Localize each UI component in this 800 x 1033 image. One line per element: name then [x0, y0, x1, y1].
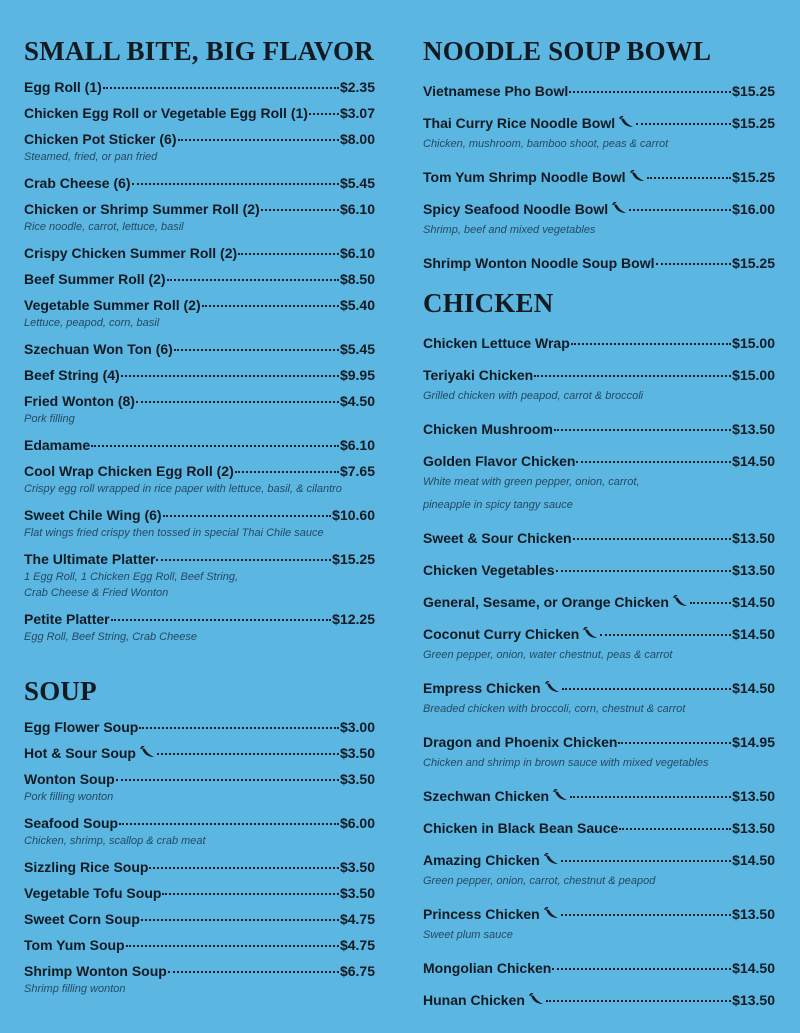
- menu-item-row: [24, 770, 375, 788]
- dot-leader: [261, 209, 339, 211]
- item-description-line2: pineapple in spicy tangy sauce: [423, 499, 573, 511]
- item-price: $13.50: [732, 421, 775, 437]
- menu-item: [423, 593, 775, 625]
- dot-leader: [174, 349, 339, 351]
- item-description: Green pepper, onion, water chestnut, peas & carrot: [423, 649, 673, 661]
- menu-item-row: [423, 82, 775, 100]
- item-description: Rice noodle, carrot, lettuce, basil: [24, 221, 184, 233]
- dot-leader: [167, 279, 339, 281]
- item-description: Flat wings fried crispy then tossed in special Thai Chile sauce: [24, 527, 324, 539]
- menu-item: [24, 200, 375, 244]
- menu-item: [423, 200, 775, 254]
- item-price: $14.50: [732, 852, 775, 868]
- menu-item-row: [24, 884, 375, 902]
- dot-leader: [576, 461, 731, 463]
- item-name: Teriyaki Chicken: [423, 367, 534, 383]
- item-price: $5.45: [339, 341, 375, 357]
- item-name: Vegetable Summer Roll (2): [24, 297, 201, 313]
- item-price: $6.10: [339, 437, 375, 453]
- item-price: $12.25: [332, 611, 375, 627]
- menu-item-list: [24, 718, 375, 1006]
- menu-item-row: [24, 104, 375, 122]
- dot-leader: [103, 87, 339, 89]
- item-price: $14.95: [732, 734, 775, 750]
- dot-leader: [162, 893, 339, 895]
- menu-item-row: [24, 78, 375, 96]
- item-name: Chicken Pot Sticker (6): [24, 131, 177, 147]
- section-heading: SMALL BITE, BIG FLAVOR: [24, 36, 374, 66]
- menu-item: [24, 910, 375, 936]
- menu-item-row: [24, 270, 375, 288]
- menu-item: [24, 392, 375, 436]
- menu-item-row: [423, 529, 775, 547]
- item-price: $6.00: [339, 815, 375, 831]
- menu-item: [24, 884, 375, 910]
- item-price: $14.50: [732, 453, 775, 469]
- menu-item-row: [423, 733, 775, 751]
- dot-leader: [552, 968, 731, 970]
- menu-item: [423, 114, 775, 168]
- menu-item: [423, 82, 775, 114]
- item-name: Egg Roll (1): [24, 79, 102, 95]
- item-name: Spicy Seafood Noodle Bowl: [423, 201, 609, 217]
- item-price: $4.75: [339, 911, 375, 927]
- item-name: Chicken Lettuce Wrap: [423, 335, 570, 351]
- item-description: Green pepper, onion, carrot, chestnut & peapod: [423, 875, 656, 887]
- item-name: Chicken in Black Bean Sauce: [423, 820, 619, 836]
- item-price: $15.25: [732, 115, 775, 131]
- chili-pepper-icon: [544, 907, 560, 919]
- item-name: Golden Flavor Chicken: [423, 453, 576, 469]
- item-name: Cool Wrap Chicken Egg Roll (2): [24, 463, 234, 479]
- dot-leader: [157, 753, 339, 755]
- menu-item: [423, 787, 775, 819]
- item-name: Egg Flower Soup: [24, 719, 139, 735]
- dot-leader: [571, 343, 731, 345]
- dot-leader: [156, 559, 331, 561]
- item-description: Sweet plum sauce: [423, 929, 513, 941]
- dot-leader: [556, 570, 732, 572]
- menu-item-row: [24, 936, 375, 954]
- item-description: Pork filling wonton: [24, 791, 114, 803]
- dot-leader: [534, 375, 731, 377]
- item-description: Lettuce, peapod, corn, basil: [24, 317, 160, 329]
- chili-pepper-icon: [140, 746, 156, 758]
- item-price: $13.50: [732, 562, 775, 578]
- item-price: $2.35: [339, 79, 375, 95]
- dot-leader: [573, 538, 732, 540]
- section-chicken: [423, 290, 775, 1023]
- menu-item-list: [423, 334, 775, 1023]
- item-name: Amazing Chicken: [423, 852, 540, 868]
- menu-item-row: [24, 610, 375, 628]
- item-name: Szechwan Chicken: [423, 788, 550, 804]
- item-description: Shrimp, beef and mixed vegetables: [423, 224, 596, 236]
- dot-leader: [561, 914, 731, 916]
- item-price: $13.50: [732, 530, 775, 546]
- menu-item-row: [423, 254, 775, 272]
- item-description: Shrimp filling wonton: [24, 983, 126, 995]
- dot-leader: [238, 253, 339, 255]
- menu-item: [24, 744, 375, 770]
- menu-item-row: [24, 436, 375, 454]
- item-name: Petite Platter: [24, 611, 110, 627]
- item-description: Chicken and shrimp in brown sauce with mixed vegetables: [423, 757, 709, 769]
- dot-leader: [600, 634, 731, 636]
- item-price: $14.50: [732, 594, 775, 610]
- menu-item: [24, 174, 375, 200]
- menu-item: [24, 366, 375, 392]
- item-name: Sweet Chile Wing (6): [24, 507, 162, 523]
- item-price: $3.00: [339, 719, 375, 735]
- menu-item: [24, 340, 375, 366]
- menu-item-row: [24, 550, 375, 568]
- item-price: $6.10: [339, 201, 375, 217]
- item-name: Chicken Mushroom: [423, 421, 553, 437]
- dot-leader: [618, 742, 731, 744]
- menu-item: [24, 936, 375, 962]
- menu-item: [423, 366, 775, 420]
- dot-leader: [91, 445, 339, 447]
- dot-leader: [690, 602, 731, 604]
- dot-leader: [629, 209, 731, 211]
- item-price: $8.50: [339, 271, 375, 287]
- menu-item-row: [423, 819, 775, 837]
- chili-pepper-icon: [529, 993, 545, 1005]
- menu-item: [24, 462, 375, 506]
- dot-leader: [569, 91, 731, 93]
- item-price: $6.75: [339, 963, 375, 979]
- item-price: $15.25: [732, 83, 775, 99]
- menu-item-list: [423, 82, 775, 286]
- item-price: $13.50: [732, 906, 775, 922]
- item-name: Fried Wonton (8): [24, 393, 135, 409]
- menu-item: [24, 718, 375, 744]
- menu-item: [24, 436, 375, 462]
- menu-item: [24, 814, 375, 858]
- dot-leader: [111, 619, 332, 621]
- menu-item-row: [423, 366, 775, 384]
- item-price: $15.00: [732, 367, 775, 383]
- item-price: $3.50: [339, 859, 375, 875]
- menu-item: [423, 254, 775, 286]
- item-price: $15.25: [732, 255, 775, 271]
- menu-item-list: [24, 78, 375, 654]
- menu-item: [423, 168, 775, 200]
- dot-leader: [554, 429, 731, 431]
- menu-item-row: [423, 959, 775, 977]
- chili-pepper-icon: [673, 595, 689, 607]
- menu-item-row: [423, 200, 775, 218]
- menu-item: [423, 561, 775, 593]
- item-name: Hot & Sour Soup: [24, 745, 136, 761]
- item-name: Dragon and Phoenix Chicken: [423, 734, 618, 750]
- dot-leader: [126, 945, 339, 947]
- menu-item-row: [423, 561, 775, 579]
- menu-item-row: [24, 744, 375, 762]
- menu-item-row: [423, 787, 775, 805]
- menu-item-row: [24, 174, 375, 192]
- dot-leader: [178, 139, 339, 141]
- item-name: Vegetable Tofu Soup: [24, 885, 162, 901]
- menu-item: [24, 296, 375, 340]
- item-price: $13.50: [732, 992, 775, 1008]
- section-heading: SOUP: [24, 676, 97, 706]
- menu-item-row: [24, 462, 375, 480]
- menu-item-row: [423, 625, 775, 643]
- item-name: General, Sesame, or Orange Chicken: [423, 594, 669, 610]
- chili-pepper-icon: [619, 116, 635, 128]
- item-name: Seafood Soup: [24, 815, 119, 831]
- dot-leader: [619, 828, 731, 830]
- item-name: Crispy Chicken Summer Roll (2): [24, 245, 238, 261]
- item-price: $14.50: [732, 960, 775, 976]
- dot-leader: [116, 779, 339, 781]
- item-price: $3.50: [339, 745, 375, 761]
- item-price: $5.45: [339, 175, 375, 191]
- item-name: Empress Chicken: [423, 680, 541, 696]
- menu-item-row: [24, 366, 375, 384]
- item-name: Vietnamese Pho Bowl: [423, 83, 569, 99]
- menu-item: [24, 506, 375, 550]
- menu-item-row: [423, 420, 775, 438]
- item-price: $9.95: [339, 367, 375, 383]
- menu-item: [423, 420, 775, 452]
- menu-item-row: [24, 296, 375, 314]
- menu-item: [24, 550, 375, 610]
- item-name: Sweet Corn Soup: [24, 911, 140, 927]
- menu-item-row: [24, 244, 375, 262]
- item-name: Szechuan Won Ton (6): [24, 341, 173, 357]
- item-price: $4.75: [339, 937, 375, 953]
- menu-item: [423, 905, 775, 959]
- dot-leader: [149, 867, 338, 869]
- item-price: $14.50: [732, 680, 775, 696]
- dot-leader: [570, 796, 731, 798]
- menu-item: [24, 858, 375, 884]
- menu-item: [24, 244, 375, 270]
- item-name: Tom Yum Soup: [24, 937, 125, 953]
- item-name: Beef String (4): [24, 367, 120, 383]
- item-name: Princess Chicken: [423, 906, 540, 922]
- menu-item-row: [423, 593, 775, 611]
- menu-item-row: [423, 991, 775, 1009]
- menu-item-row: [24, 910, 375, 928]
- menu-item-row: [24, 962, 375, 980]
- menu-item-row: [24, 200, 375, 218]
- item-name: Hunan Chicken: [423, 992, 525, 1008]
- item-description: Crispy egg roll wrapped in rice paper with lettuce, basil, & cilantro: [24, 483, 342, 495]
- menu-item: [24, 104, 375, 130]
- item-description: White meat with green pepper, onion, carrot,: [423, 476, 640, 488]
- dot-leader: [647, 177, 732, 179]
- dot-leader: [141, 919, 339, 921]
- chili-pepper-icon: [612, 202, 628, 214]
- menu-item-row: [423, 679, 775, 697]
- dot-leader: [121, 375, 339, 377]
- dot-leader: [309, 113, 339, 115]
- item-name: Sweet & Sour Chicken: [423, 530, 572, 546]
- item-price: $3.50: [339, 771, 375, 787]
- item-price: $13.50: [732, 820, 775, 836]
- menu-item-row: [24, 392, 375, 410]
- item-price: $15.25: [332, 551, 375, 567]
- item-description: Chicken, shrimp, scallop & crab meat: [24, 835, 206, 847]
- item-name: Tom Yum Shrimp Noodle Bowl: [423, 169, 626, 185]
- dot-leader: [656, 263, 732, 265]
- menu-item-row: [24, 858, 375, 876]
- item-name: Mongolian Chicken: [423, 960, 552, 976]
- item-price: $3.50: [339, 885, 375, 901]
- dot-leader: [562, 688, 732, 690]
- item-price: $13.50: [732, 788, 775, 804]
- item-name: Chicken Vegetables: [423, 562, 555, 578]
- menu-item-row: [423, 452, 775, 470]
- chili-pepper-icon: [583, 627, 599, 639]
- item-description: Egg Roll, Beef String, Crab Cheese: [24, 631, 198, 643]
- item-price: $4.50: [339, 393, 375, 409]
- item-name: Sizzling Rice Soup: [24, 859, 149, 875]
- dot-leader: [235, 471, 339, 473]
- menu-item: [423, 625, 775, 679]
- item-name: Chicken or Shrimp Summer Roll (2): [24, 201, 260, 217]
- menu-item-row: [24, 718, 375, 736]
- menu-item: [423, 679, 775, 733]
- dot-leader: [561, 860, 731, 862]
- menu-item: [24, 270, 375, 296]
- chili-pepper-icon: [553, 789, 569, 801]
- item-name: Crab Cheese (6): [24, 175, 131, 191]
- item-description: Grilled chicken with peapod, carrot & broccoli: [423, 390, 644, 402]
- dot-leader: [139, 727, 339, 729]
- menu-item: [24, 130, 375, 174]
- item-name: The Ultimate Platter: [24, 551, 156, 567]
- dot-leader: [163, 515, 332, 517]
- item-description: 1 Egg Roll, 1 Chicken Egg Roll, Beef String,: [24, 571, 239, 583]
- item-name: Thai Curry Rice Noodle Bowl: [423, 115, 616, 131]
- item-price: $16.00: [732, 201, 775, 217]
- item-price: $8.00: [339, 131, 375, 147]
- item-price: $5.40: [339, 297, 375, 313]
- menu-item-row: [423, 168, 775, 186]
- item-description: Steamed, fried, or pan fried: [24, 151, 158, 163]
- menu-item: [423, 452, 775, 529]
- section-heading: CHICKEN: [423, 288, 554, 318]
- section-heading: NOODLE SOUP BOWL: [423, 36, 712, 66]
- item-name: Wonton Soup: [24, 771, 115, 787]
- section-small-bites: [24, 38, 375, 654]
- item-name: Shrimp Wonton Noodle Soup Bowl: [423, 255, 655, 271]
- menu-item: [423, 819, 775, 851]
- dot-leader: [636, 123, 731, 125]
- dot-leader: [202, 305, 339, 307]
- menu-item-row: [24, 506, 375, 524]
- dot-leader: [119, 823, 339, 825]
- chili-pepper-icon: [544, 853, 560, 865]
- item-name: Shrimp Wonton Soup: [24, 963, 167, 979]
- menu-item-row: [423, 851, 775, 869]
- item-price: $15.25: [732, 169, 775, 185]
- item-description: Pork filling: [24, 413, 75, 425]
- menu-item-row: [423, 905, 775, 923]
- item-description: Breaded chicken with broccoli, corn, chestnut & carrot: [423, 703, 686, 715]
- menu-item: [423, 334, 775, 366]
- dot-leader: [168, 971, 339, 973]
- item-price: $14.50: [732, 626, 775, 642]
- item-name: Beef Summer Roll (2): [24, 271, 166, 287]
- item-description-line2: Crab Cheese & Fried Wonton: [24, 587, 169, 599]
- item-price: $10.60: [332, 507, 375, 523]
- item-price: $6.10: [339, 245, 375, 261]
- chili-pepper-icon: [630, 170, 646, 182]
- dot-leader: [132, 183, 339, 185]
- section-soup: [24, 678, 375, 1006]
- dot-leader: [136, 401, 339, 403]
- item-name: Coconut Curry Chicken: [423, 626, 580, 642]
- chili-pepper-icon: [545, 681, 561, 693]
- item-price: $3.07: [339, 105, 375, 121]
- item-price: $7.65: [339, 463, 375, 479]
- dot-leader: [546, 1000, 731, 1002]
- item-name: Chicken Egg Roll or Vegetable Egg Roll (1): [24, 105, 308, 121]
- menu-item-row: [423, 334, 775, 352]
- menu-item: [423, 991, 775, 1023]
- menu-item: [24, 78, 375, 104]
- menu-item-row: [24, 814, 375, 832]
- menu-item-row: [24, 130, 375, 148]
- menu-item: [423, 959, 775, 991]
- item-name: Edamame: [24, 437, 91, 453]
- menu-item-row: [24, 340, 375, 358]
- menu-item: [24, 962, 375, 1006]
- menu-item: [423, 851, 775, 905]
- menu-item-row: [423, 114, 775, 132]
- menu-item: [24, 610, 375, 654]
- item-description: Chicken, mushroom, bamboo shoot, peas & carrot: [423, 138, 669, 150]
- menu-item: [24, 770, 375, 814]
- menu-item: [423, 529, 775, 561]
- menu-item: [423, 733, 775, 787]
- section-noodle-soup-bowl: [423, 38, 775, 286]
- item-price: $15.00: [732, 335, 775, 351]
